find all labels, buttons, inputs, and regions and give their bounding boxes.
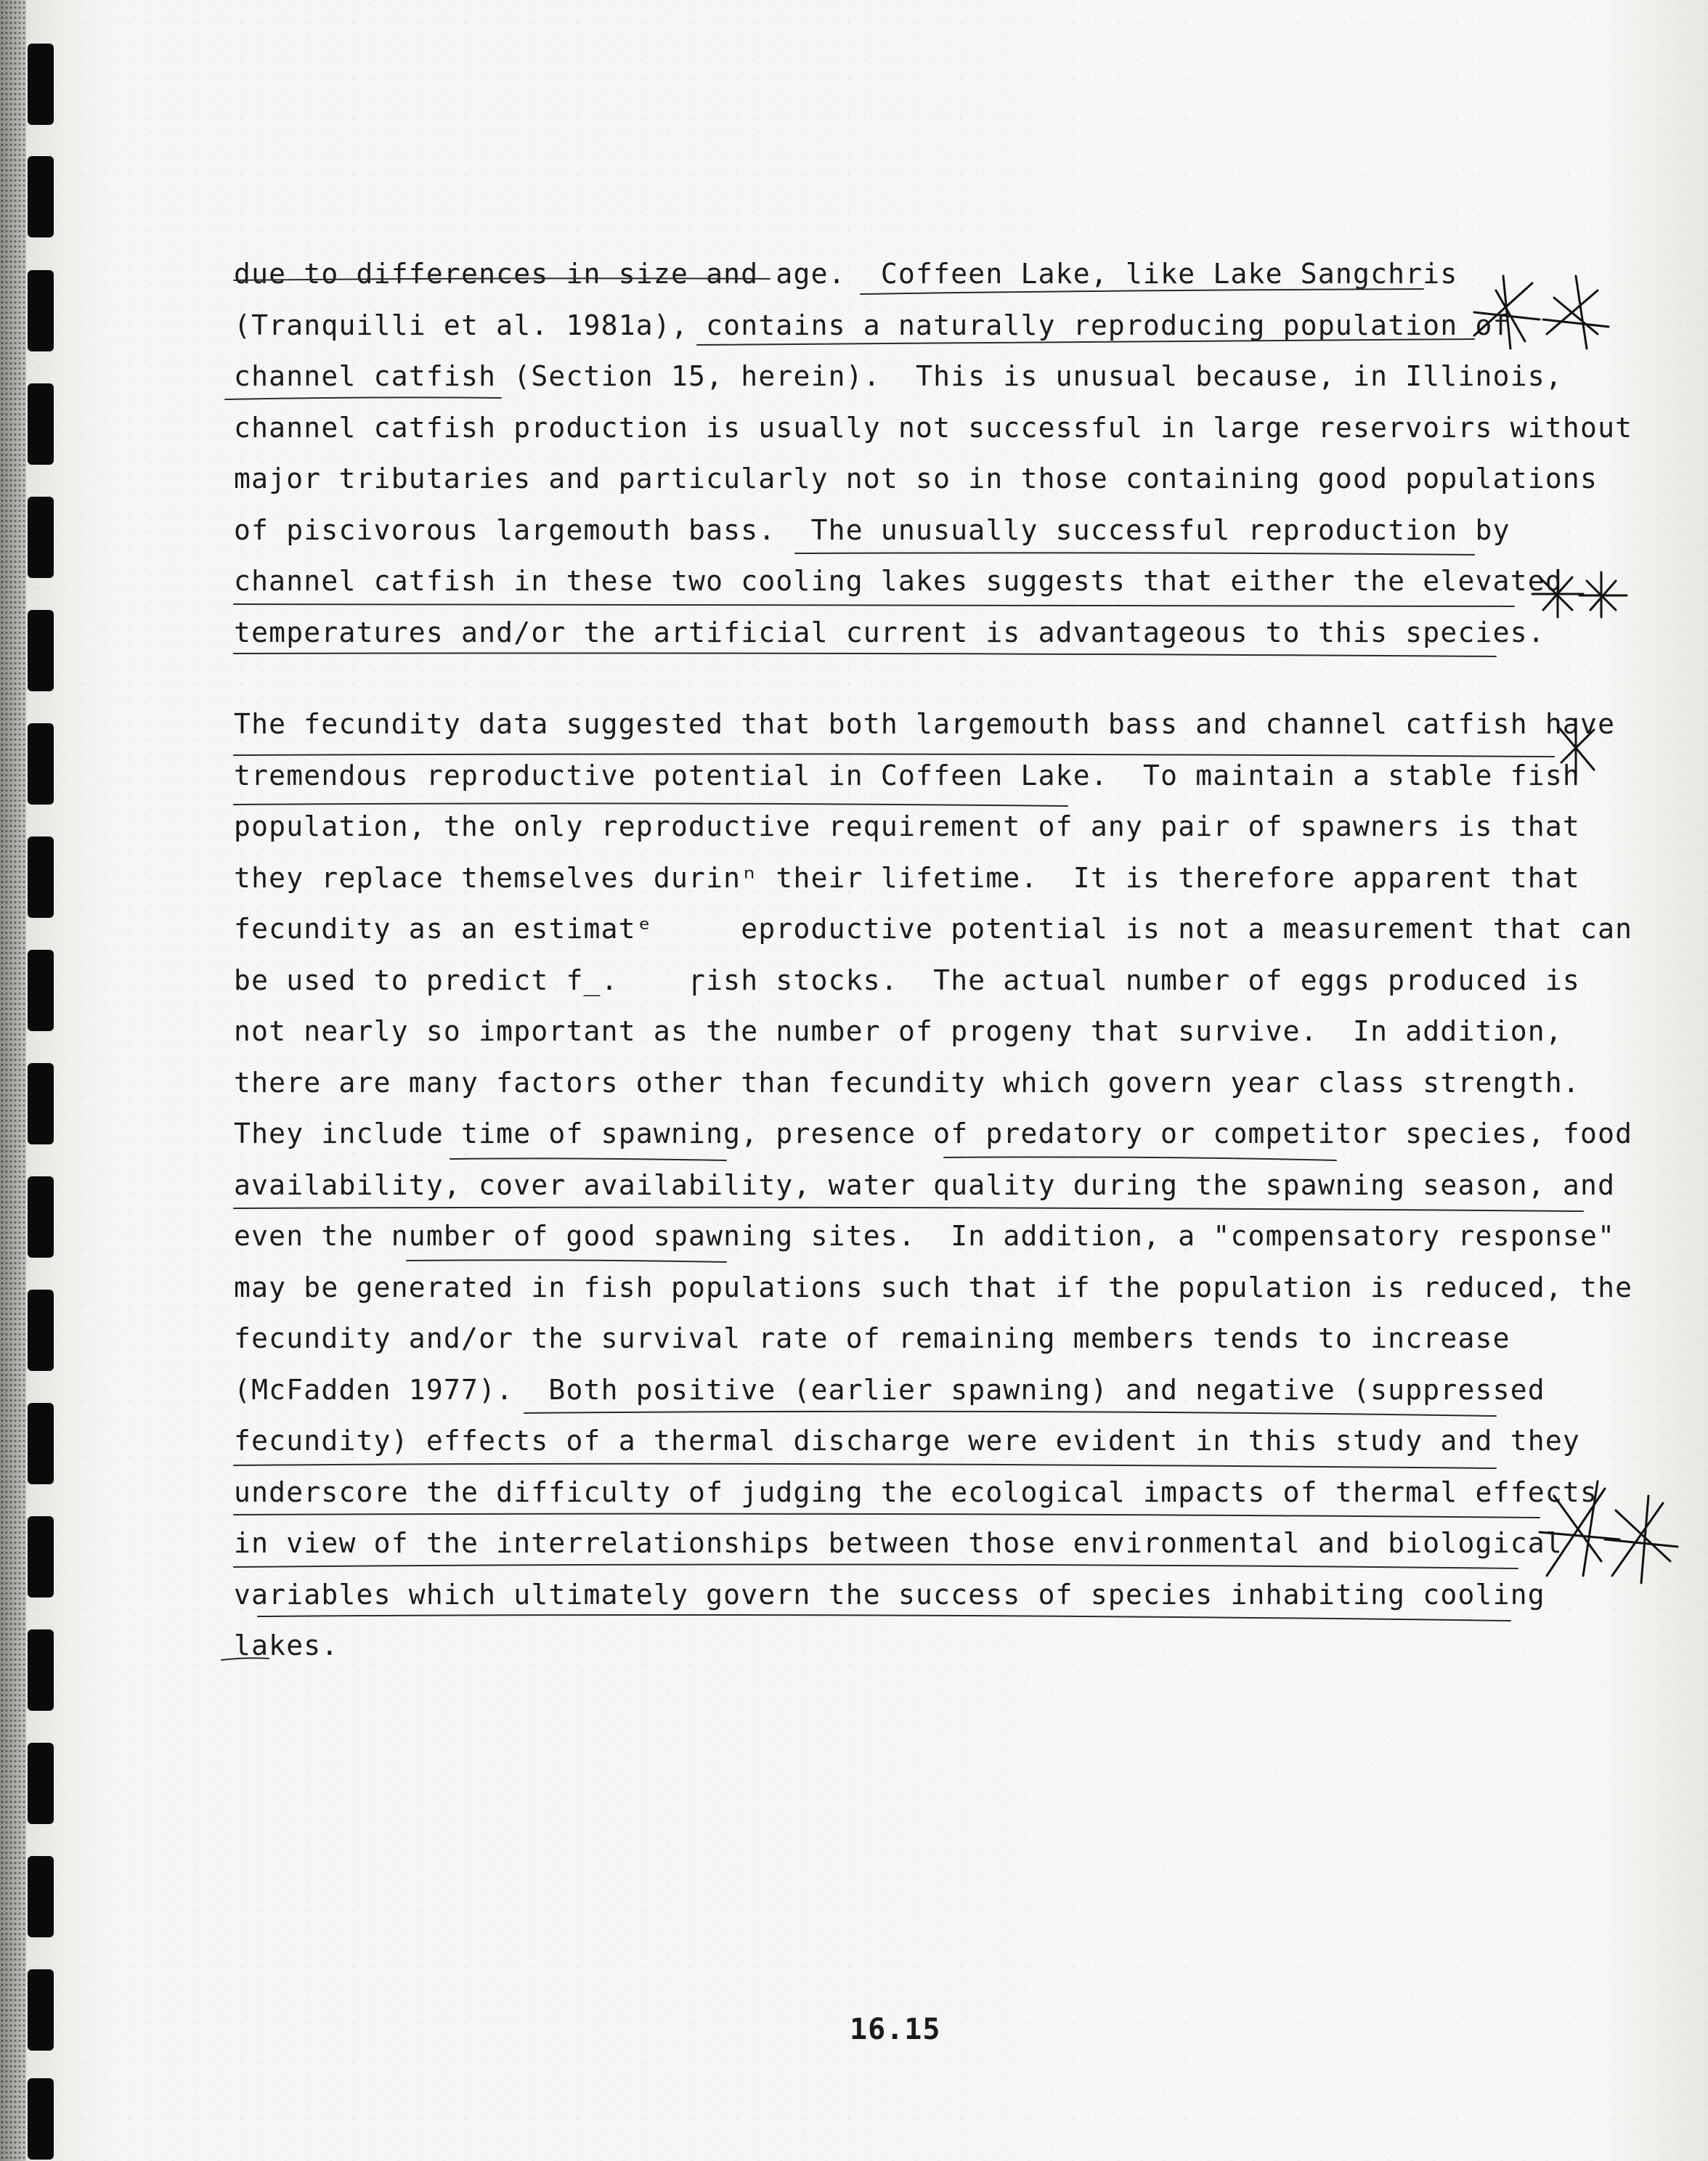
text-line: even the number of good spawning sites. In addition, a "compensatory response"	[234, 1220, 1616, 1252]
text-line: channel catfish in these two cooling lakes suggests that either the elevated	[234, 565, 1563, 597]
punch-hole	[28, 2078, 54, 2160]
text-line: availability, cover availability, water quality during the spawning season, and	[234, 1168, 1616, 1201]
text-line: fecundity and/or the survival rate of remaining members tends to increase	[234, 1322, 1510, 1354]
punch-hole	[28, 1516, 54, 1598]
text-line: underscore the difficulty of judging the ecological impacts of thermal effects	[234, 1476, 1598, 1508]
text-line: there are many factors other than fecundity which govern year class strength.	[234, 1066, 1581, 1099]
text-line: channel catfish production is usually not successful in large reservoirs without	[234, 411, 1633, 444]
star-mark	[1605, 1496, 1678, 1583]
text-line: not nearly so important as the number of progeny that survive. In addition,	[234, 1015, 1563, 1047]
paragraph	[234, 248, 1633, 658]
body-text	[234, 248, 1633, 1672]
punch-hole	[28, 1290, 54, 1371]
punch-hole	[28, 1629, 54, 1711]
punch-hole	[28, 1403, 54, 1484]
text-line: lakes.	[234, 1629, 339, 1661]
text-line: be used to predict f_. ɼish stocks. The actual number of eggs produced is	[234, 964, 1581, 996]
text-line: variables which ultimately govern the success of species inhabiting cooling	[234, 1578, 1545, 1611]
text-line: major tributaries and particularly not so in those containing good populations	[234, 463, 1598, 495]
text-line: tremendous reproductive potential in Coffeen Lake. To maintain a stable fish	[234, 759, 1581, 791]
text-line: fecundity) effects of a thermal discharge were evident in this study and they	[234, 1425, 1581, 1457]
punch-hole	[28, 1176, 54, 1258]
punch-hole	[28, 610, 54, 691]
punch-hole	[28, 837, 54, 918]
punch-hole	[28, 1063, 54, 1144]
punch-hole	[28, 44, 54, 125]
binding-edge	[0, 0, 26, 2161]
text-line: fecundity as an estimatᵉ eproductive potential is not a measurement that can	[234, 913, 1633, 945]
paragraph	[234, 699, 1633, 1672]
punch-hole	[28, 950, 54, 1031]
punch-hole	[28, 383, 54, 465]
text-line: (McFadden 1977). Both positive (earlier spawning) and negative (suppressed	[234, 1373, 1545, 1406]
punch-hole	[28, 270, 54, 351]
punch-hole	[28, 1856, 54, 1937]
punch-hole	[28, 497, 54, 578]
text-line: (Tranquilli et al. 1981a), contains a naturally reproducing population of	[234, 309, 1510, 341]
punch-hole	[28, 1743, 54, 1824]
text-line: The fecundity data suggested that both largemouth bass and channel catfish have	[234, 708, 1616, 740]
text-line: population, the only reproductive requirement of any pair of spawners is that	[234, 810, 1581, 842]
punch-hole	[28, 723, 54, 805]
punch-holes	[28, 0, 57, 2161]
text-line: channel catfish (Section 15, herein). This is unusual because, in Illinois,	[234, 360, 1563, 392]
punch-hole	[28, 1969, 54, 2051]
text-line: They include time of spawning, presence of predatory or competitor species, food	[234, 1118, 1633, 1149]
punch-hole	[28, 156, 54, 237]
text-line: may be generated in fish populations such that if the population is reduced, the	[234, 1271, 1633, 1303]
text-line: they replace themselves durinⁿ their lifetime. It is therefore apparent that	[234, 861, 1581, 894]
page-number: 16.15	[850, 2013, 941, 2046]
text-line: temperatures and/or the artificial current is advantageous to this species.	[234, 616, 1545, 648]
text-line: of piscivorous largemouth bass. The unusually successful reproduction by	[234, 513, 1510, 546]
text-line: in view of the interrelationships between those environmental and biological	[234, 1527, 1563, 1559]
text-line: due to differences in size and age. Coffeen Lake, like Lake Sangchris	[234, 258, 1458, 290]
